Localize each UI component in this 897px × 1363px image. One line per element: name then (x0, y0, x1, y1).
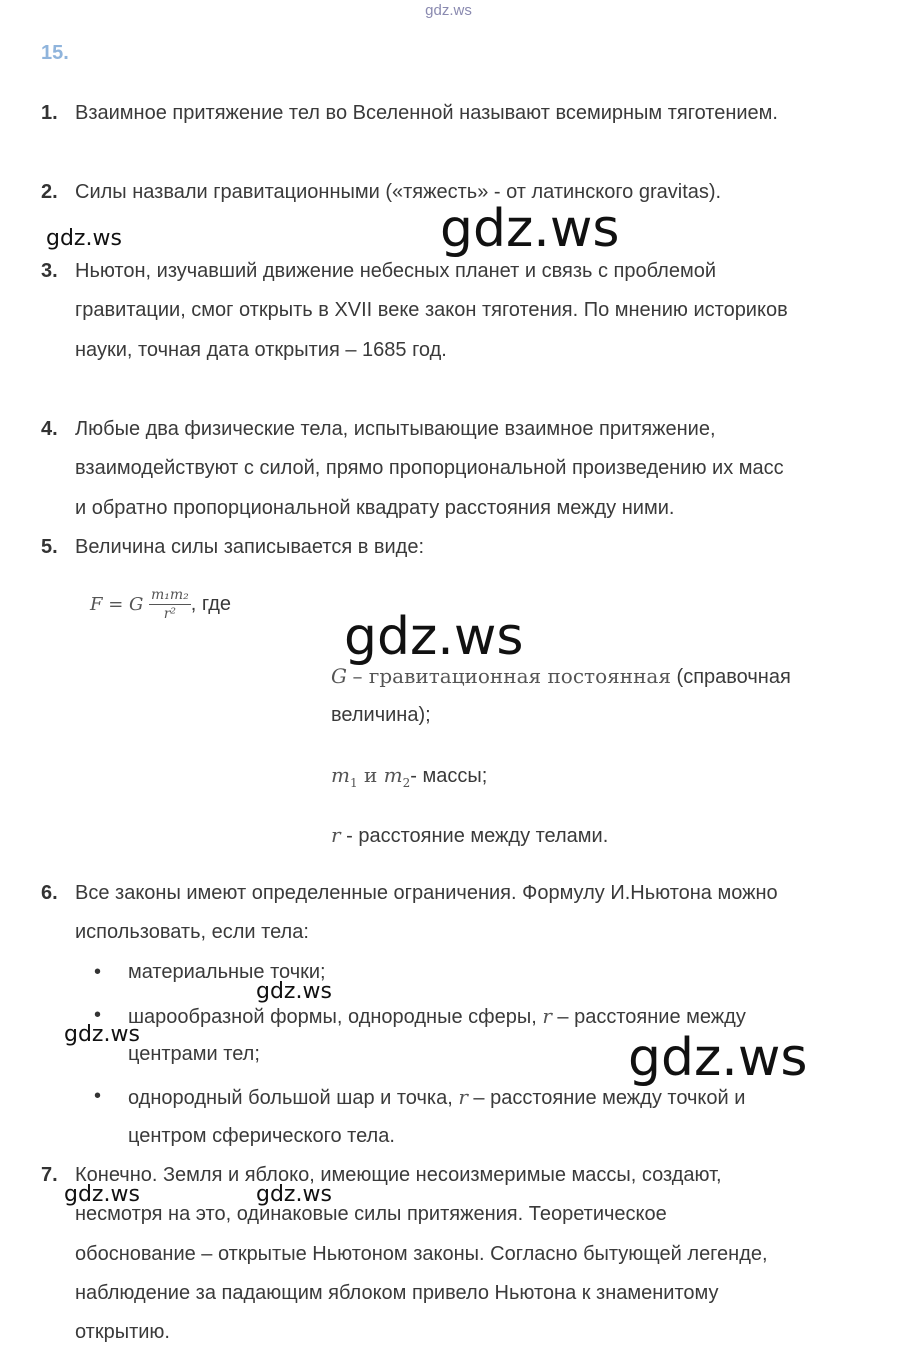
item-line: Все законы имеют определенные ограничения. Формулу И.Ньютона можно (75, 882, 778, 904)
item-line: открытию. (75, 1321, 170, 1343)
item-line: науки, точная дата открытия – 1685 год. (75, 339, 447, 361)
bullet-dot: • (94, 961, 102, 983)
item-line: Конечно. Земля и яблоко, имеющие несоизмеримые массы, создают, (75, 1164, 722, 1186)
watermark: gdz.ws (440, 199, 620, 259)
watermark: gdz.ws (256, 1182, 332, 1207)
item-line: взаимодействуют с силой, прямо пропорциональной произведению их масс (75, 457, 784, 479)
item-line: Ньютон, изучавший движение небесных планет и связь с проблемой (75, 260, 716, 282)
item-line: несмотря на это, одинаковые силы притяжения. Теоретическое (75, 1203, 667, 1225)
item-line: Взаимное притяжение тел во Вселенной называют всемирным тяготением. (75, 102, 778, 124)
formula-lhs: F = G (90, 593, 144, 615)
definition-g (331, 664, 791, 689)
item-number: 3. (41, 260, 58, 282)
m2-symbol: m (383, 763, 403, 787)
g-text-2: (справочная (670, 666, 791, 688)
item-number: 1. (41, 102, 58, 124)
item-line: гравитации, смог открыть в XVII веке закон тяготения. По мнению историков (75, 299, 788, 321)
m1-sub: 1 (349, 776, 358, 790)
formula-numerator: m₁m₂ (150, 587, 189, 603)
formula-fraction (149, 588, 191, 621)
bullet-text-part: – расстояние между точкой и (467, 1087, 746, 1109)
item-number: 6. (41, 882, 58, 904)
item-line: обоснование – открытые Ньютоном законы. Согласно бытующей легенде, (75, 1243, 768, 1265)
item-line: Величина силы записывается в виде: (75, 536, 425, 558)
r-symbol: r (458, 1085, 468, 1109)
watermark: gdz.ws (46, 226, 122, 251)
bullet-text-part: – расстояние между (551, 1006, 746, 1028)
watermark: gdz.ws (628, 1028, 808, 1088)
g-symbol: G (331, 664, 347, 688)
definition-g-cont: величина); (331, 704, 431, 726)
item-line: наблюдение за падающим яблоком привело Ньютона к знаменитому (75, 1282, 719, 1304)
bullet-text: центром сферического тела. (128, 1125, 395, 1147)
item-line: Любые два физические тела, испытывающие взаимное притяжение, (75, 418, 716, 440)
bullet-text-part: шарообразной формы, однородные сферы, (128, 1006, 543, 1028)
bullet-dot: • (94, 1004, 102, 1026)
bullet-text (128, 1085, 745, 1110)
section-number: 15. (41, 42, 69, 64)
r-text: - расстояние между телами. (340, 825, 609, 847)
bullet-text (128, 1004, 746, 1029)
bullet-text: центрами тел; (128, 1043, 260, 1065)
watermark: gdz.ws (256, 979, 332, 1004)
bullet-dot: • (94, 1085, 102, 1107)
item-number: 7. (41, 1164, 58, 1186)
formula-denominator: r² (163, 606, 177, 622)
and-text: и (357, 763, 384, 787)
item-number: 4. (41, 418, 58, 440)
m-text: - массы; (410, 765, 488, 787)
bullet-text-part: однородный большой шар и точка, (128, 1087, 459, 1109)
watermark: gdz.ws (64, 1182, 140, 1207)
r-symbol: r (331, 823, 341, 847)
item-number: 2. (41, 181, 58, 203)
item-number: 5. (41, 536, 58, 558)
item-line: Силы назвали гравитационными («тяжесть» - от латинского gravitas). (75, 181, 722, 203)
m2-sub: 2 (402, 776, 411, 790)
watermark: gdz.ws (344, 607, 524, 667)
formula (90, 588, 231, 621)
definition-r (331, 823, 608, 848)
item-line: и обратно пропорциональной квадрату расстояния между ними. (75, 497, 675, 519)
bullet-text: материальные точки; (128, 961, 326, 983)
g-text: – гравитационная постоянная (352, 664, 671, 688)
r-symbol: r (542, 1004, 552, 1028)
watermark: gdz.ws (64, 1022, 140, 1047)
definition-masses (331, 763, 487, 790)
site-mark: gdz.ws (425, 2, 472, 19)
m1-symbol: m (331, 763, 350, 787)
item-line: использовать, если тела: (75, 921, 309, 943)
formula-suffix: , где (190, 592, 232, 615)
